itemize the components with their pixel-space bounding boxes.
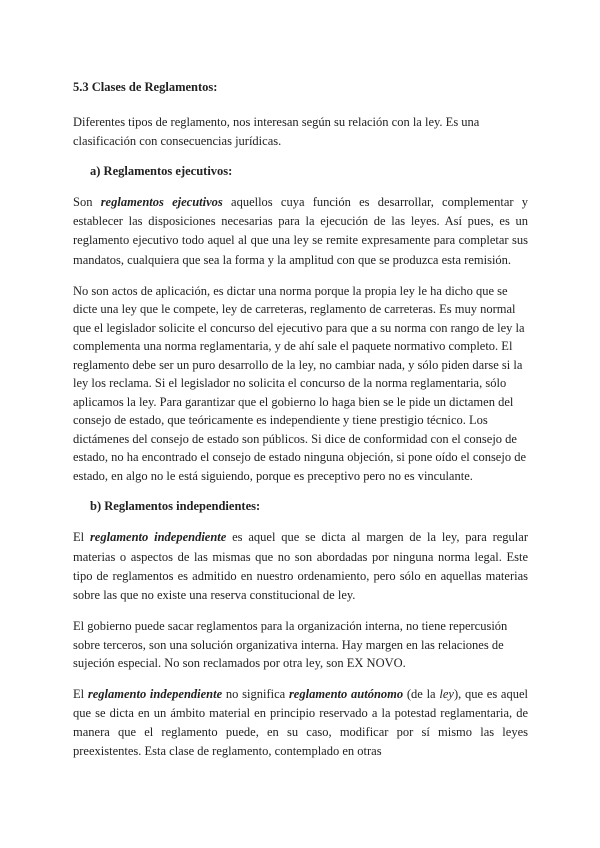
term-reglamento-independiente: reglamento independiente — [87, 686, 223, 701]
paragraph-independientes-detail: El gobierno puede sacar reglamentos para la organización interna, no tiene repercusión sobre terceros, son una solución organizativa interna. Hay margen en las relaciones de sujeción especial. No son reclamados por otra ley, son EX NOVO. — [73, 619, 508, 671]
term-reglamento-autonomo: reglamento autónomo — [288, 686, 404, 701]
text-run: El — [73, 686, 88, 701]
text-run: no significa — [222, 686, 289, 701]
text-run-italic: ley — [439, 686, 454, 701]
text-run: Son — [73, 195, 101, 209]
text-run: (de la — [403, 686, 440, 701]
subheading-reglamentos-independientes: b) Reglamentos independientes: — [90, 499, 261, 514]
paragraph-independientes-definition — [73, 528, 528, 605]
subheading-reglamentos-ejecutivos: a) Reglamentos ejecutivos: — [90, 164, 233, 178]
text-run: es aquel que se dicta al margen de la ley, para regular materias o aspectos de las mismas que no son abordadas por ninguna norma legal. Este tipo de reglamentos es admitido en nuestro ordenamiento, pero sólo en aquellas materias sobre las que no existe una reserva constitucional de ley. — [73, 530, 528, 602]
term-reglamentos-ejecutivos: reglamentos ejecutivos — [100, 195, 223, 209]
text-run: ), que es aquel que se dicta en un ámbito material en principio reservado a la potestad reglamentaria, de manera que el reglamento puede, en su caso, modificar por sí mismo las leyes preexistentes. Esta clase de reglamento, contemplado en otras — [73, 686, 528, 759]
term-reglamento-independiente: reglamento independiente — [89, 530, 227, 545]
paragraph-ejecutivos-detail: No son actos de aplicación, es dictar una norma porque la propia ley le ha dicho que se dicte una ley que le compete, ley de carreteras, reglamento de carreteras. Es muy normal que el legislador solicite el concurso del ejecutivo para que a su norma con rango de ley la complementa una norma reglamentaria, y de ahí sale el paquete normativo completo. El reglamento debe ser un puro desarrollo de la ley, no cambiar nada, y sólo piden darse si la ley los reclama. Si el legislador no solicita el concurso de la norma reglamentaria, sólo aplicamos la ley. Para garantizar que el gobierno lo haga bien se le pide un dictamen del consejo de estado, que teóricamente es independiente y tiene prestigio técnico. Los dictámenes del consejo de estado son públicos. Si dice de conformidad con el consejo de estado, no ha encontrado el consejo de estado ninguna objeción, si pone oído el consejo de estado, en algo no le está siguiendo, porque es preceptivo pero no es vinculante. — [73, 283, 526, 483]
intro-paragraph: Diferentes tipos de reglamento, nos interesan según su relación con la ley. Es una clasificación con consecuencias jurídicas. — [73, 115, 480, 148]
text-run: El — [73, 530, 90, 545]
section-heading: 5.3 Clases de Reglamentos: — [73, 80, 218, 94]
paragraph-ejecutivos-definition — [73, 193, 528, 270]
text-run: aquellos cuya función es desarrollar, complementar y establecer las disposiciones necesarias para la ejecución de las leyes. Así pues, es un reglamento ejecutivo todo aquel al que una ley se remite expresamente para completar sus mandatos, cualquiera que sea la forma y la amplitud con que se produzca esta remisión. — [73, 195, 529, 267]
paragraph-independiente-vs-autonomo — [73, 685, 528, 762]
